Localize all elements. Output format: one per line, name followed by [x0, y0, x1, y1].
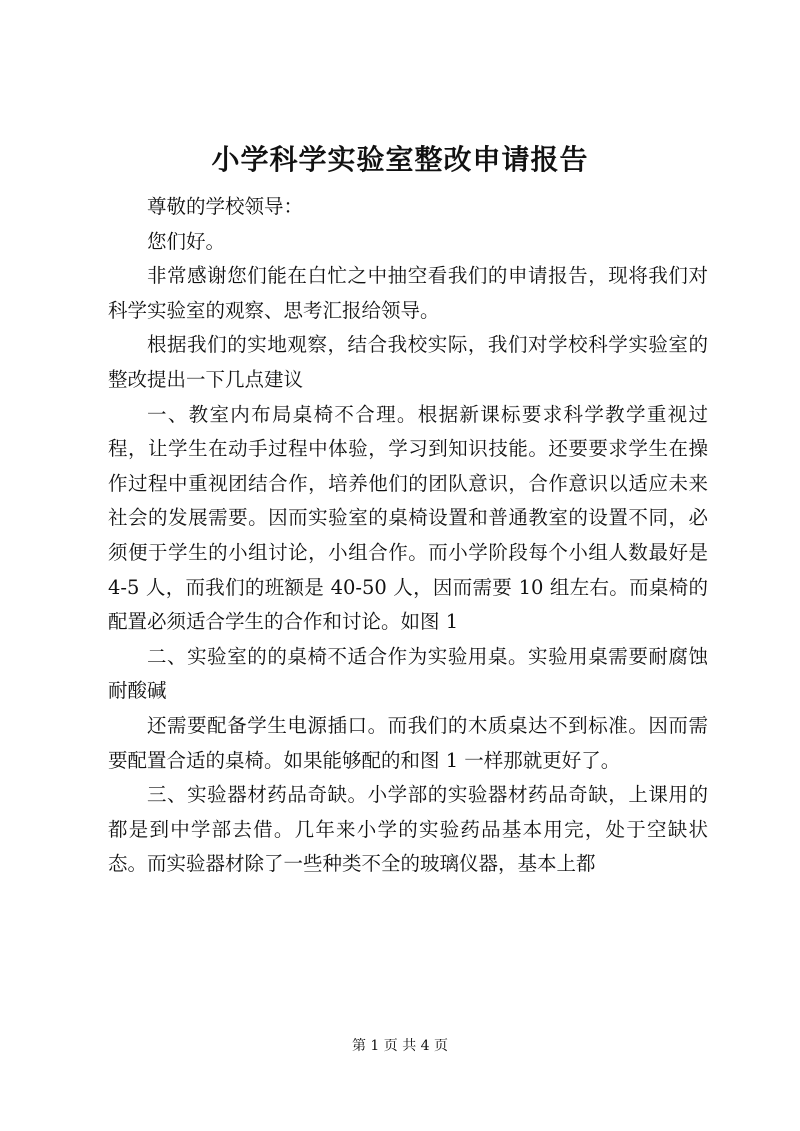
salutation: 尊敬的学校领导： — [147, 195, 304, 218]
document-title: 小学科学实验室整改申请报告 — [211, 143, 589, 176]
paragraph: 一、教室内布局桌椅不合理。根据新课标要求科学教学重视过程，让学生在动手过程中体验，学习到知识技能。还要要求学生在操作过程中重视团结合作，培养他们的团队意识，合作意识以适应未来社会的发展需要。因而实验室的桌椅设置和普通教室的设置不同，必须便于学生的小组讨论，小组合作。而小学阶段每个小组人数最好是 4-5 人，而我们的班额是 40-50 人，因而需要 10 组左右。而桌椅的配置必须适合学生的合作和讨论。如图 1 — [108, 402, 708, 634]
paragraph: 二、实验室的的桌椅不适合作为实验用桌。实验用桌需要耐腐蚀耐酸碱 — [108, 644, 708, 703]
greeting: 您们好。 — [147, 229, 226, 253]
document-body — [108, 190, 708, 882]
paragraph: 非常感谢您们能在白忙之中抽空看我们的申请报告，现将我们对科学实验室的观察、思考汇报给领导。 — [108, 264, 708, 322]
paragraph: 还需要配备学生电源插口。而我们的木质桌达不到标准。因而需要配置合适的桌椅。如果能够配的和图 1 一样那就更好了。 — [108, 713, 708, 772]
paragraph: 根据我们的实地观察，结合我校实际，我们对学校科学实验室的整改提出一下几点建议 — [108, 333, 708, 391]
page-footer: 第 1 页 共 4 页 — [351, 1038, 449, 1054]
paragraph: 三、实验器材药品奇缺。小学部的实验器材药品奇缺，上课用的都是到中学部去借。几年来小学的实验药品基本用完，处于空缺状态。而实验器材除了一些种类不全的玻璃仪器，基本上都 — [108, 783, 708, 876]
